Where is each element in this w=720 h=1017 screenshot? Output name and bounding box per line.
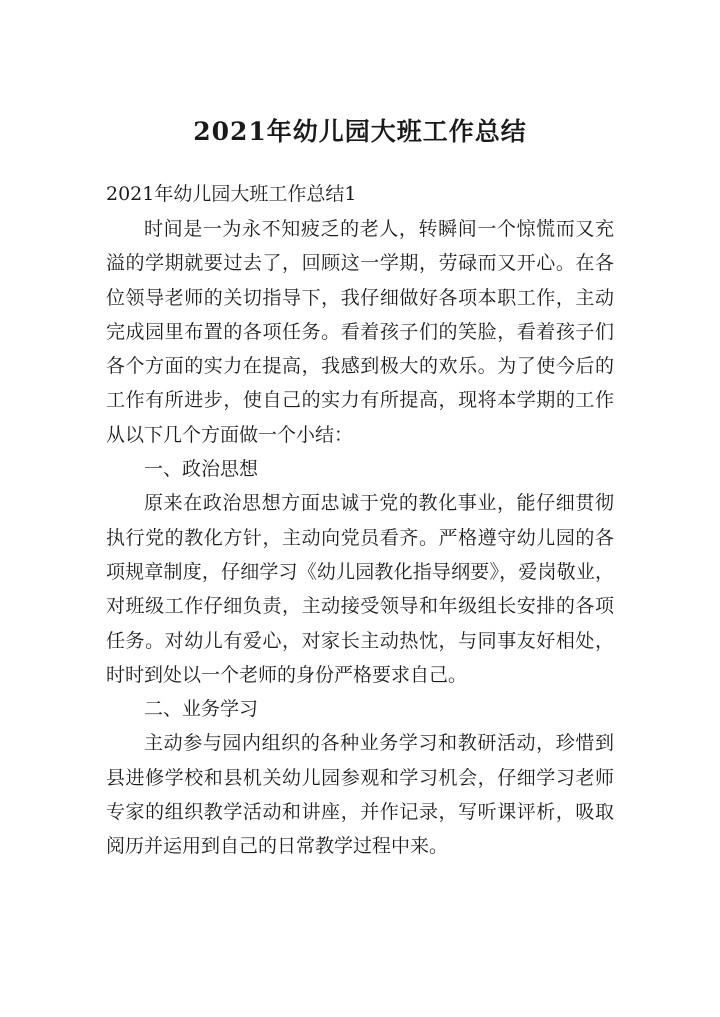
document-subtitle: 2021年幼儿园大班工作总结1	[106, 183, 357, 205]
section-heading-study: 二、业务学习	[144, 698, 259, 721]
paragraph-politics: 原来在政治思想方面忠诚于党的教化事业，能仔细贯彻执行党的教化方针，主动向党员看齐。严格遵守幼儿园的各项规章制度，仔细学习《幼儿园教化指导纲要》，爱岗敬业，对班级工作仔细负责，主动接受领导和年级组长安排的各项任务。对幼儿有爱心，对家长主动热忱，与同事友好相处，时时到处以一个老师的身份严格要求自己。	[106, 492, 614, 686]
section-heading-politics: 一、政治思想	[144, 458, 259, 481]
document-body	[106, 212, 614, 864]
document-title: 2021年幼儿园大班工作总结	[193, 117, 527, 146]
paragraph-study: 主动参与园内组织的各种业务学习和教研活动，珍惜到县进修学校和县机关幼儿园参观和学习机会，仔细学习老师专家的组织教学活动和讲座，并作记录，写听课评析，吸取阅历并运用到自己的日常教学过程中来。	[106, 732, 614, 858]
paragraph-intro: 时间是一为永不知疲乏的老人，转瞬间一个惊慌而又充溢的学期就要过去了，回顾这一学期，劳碌而又开心。在各位领导老师的关切指导下，我仔细做好各项本职工作，主动完成园里布置的各项任务。看着孩子们的笑脸，看着孩子们各个方面的实力在提高，我感到极大的欢乐。为了使今后的工作有所进步，使自己的实力有所提高，现将本学期的工作从以下几个方面做一个小结：	[106, 218, 614, 446]
